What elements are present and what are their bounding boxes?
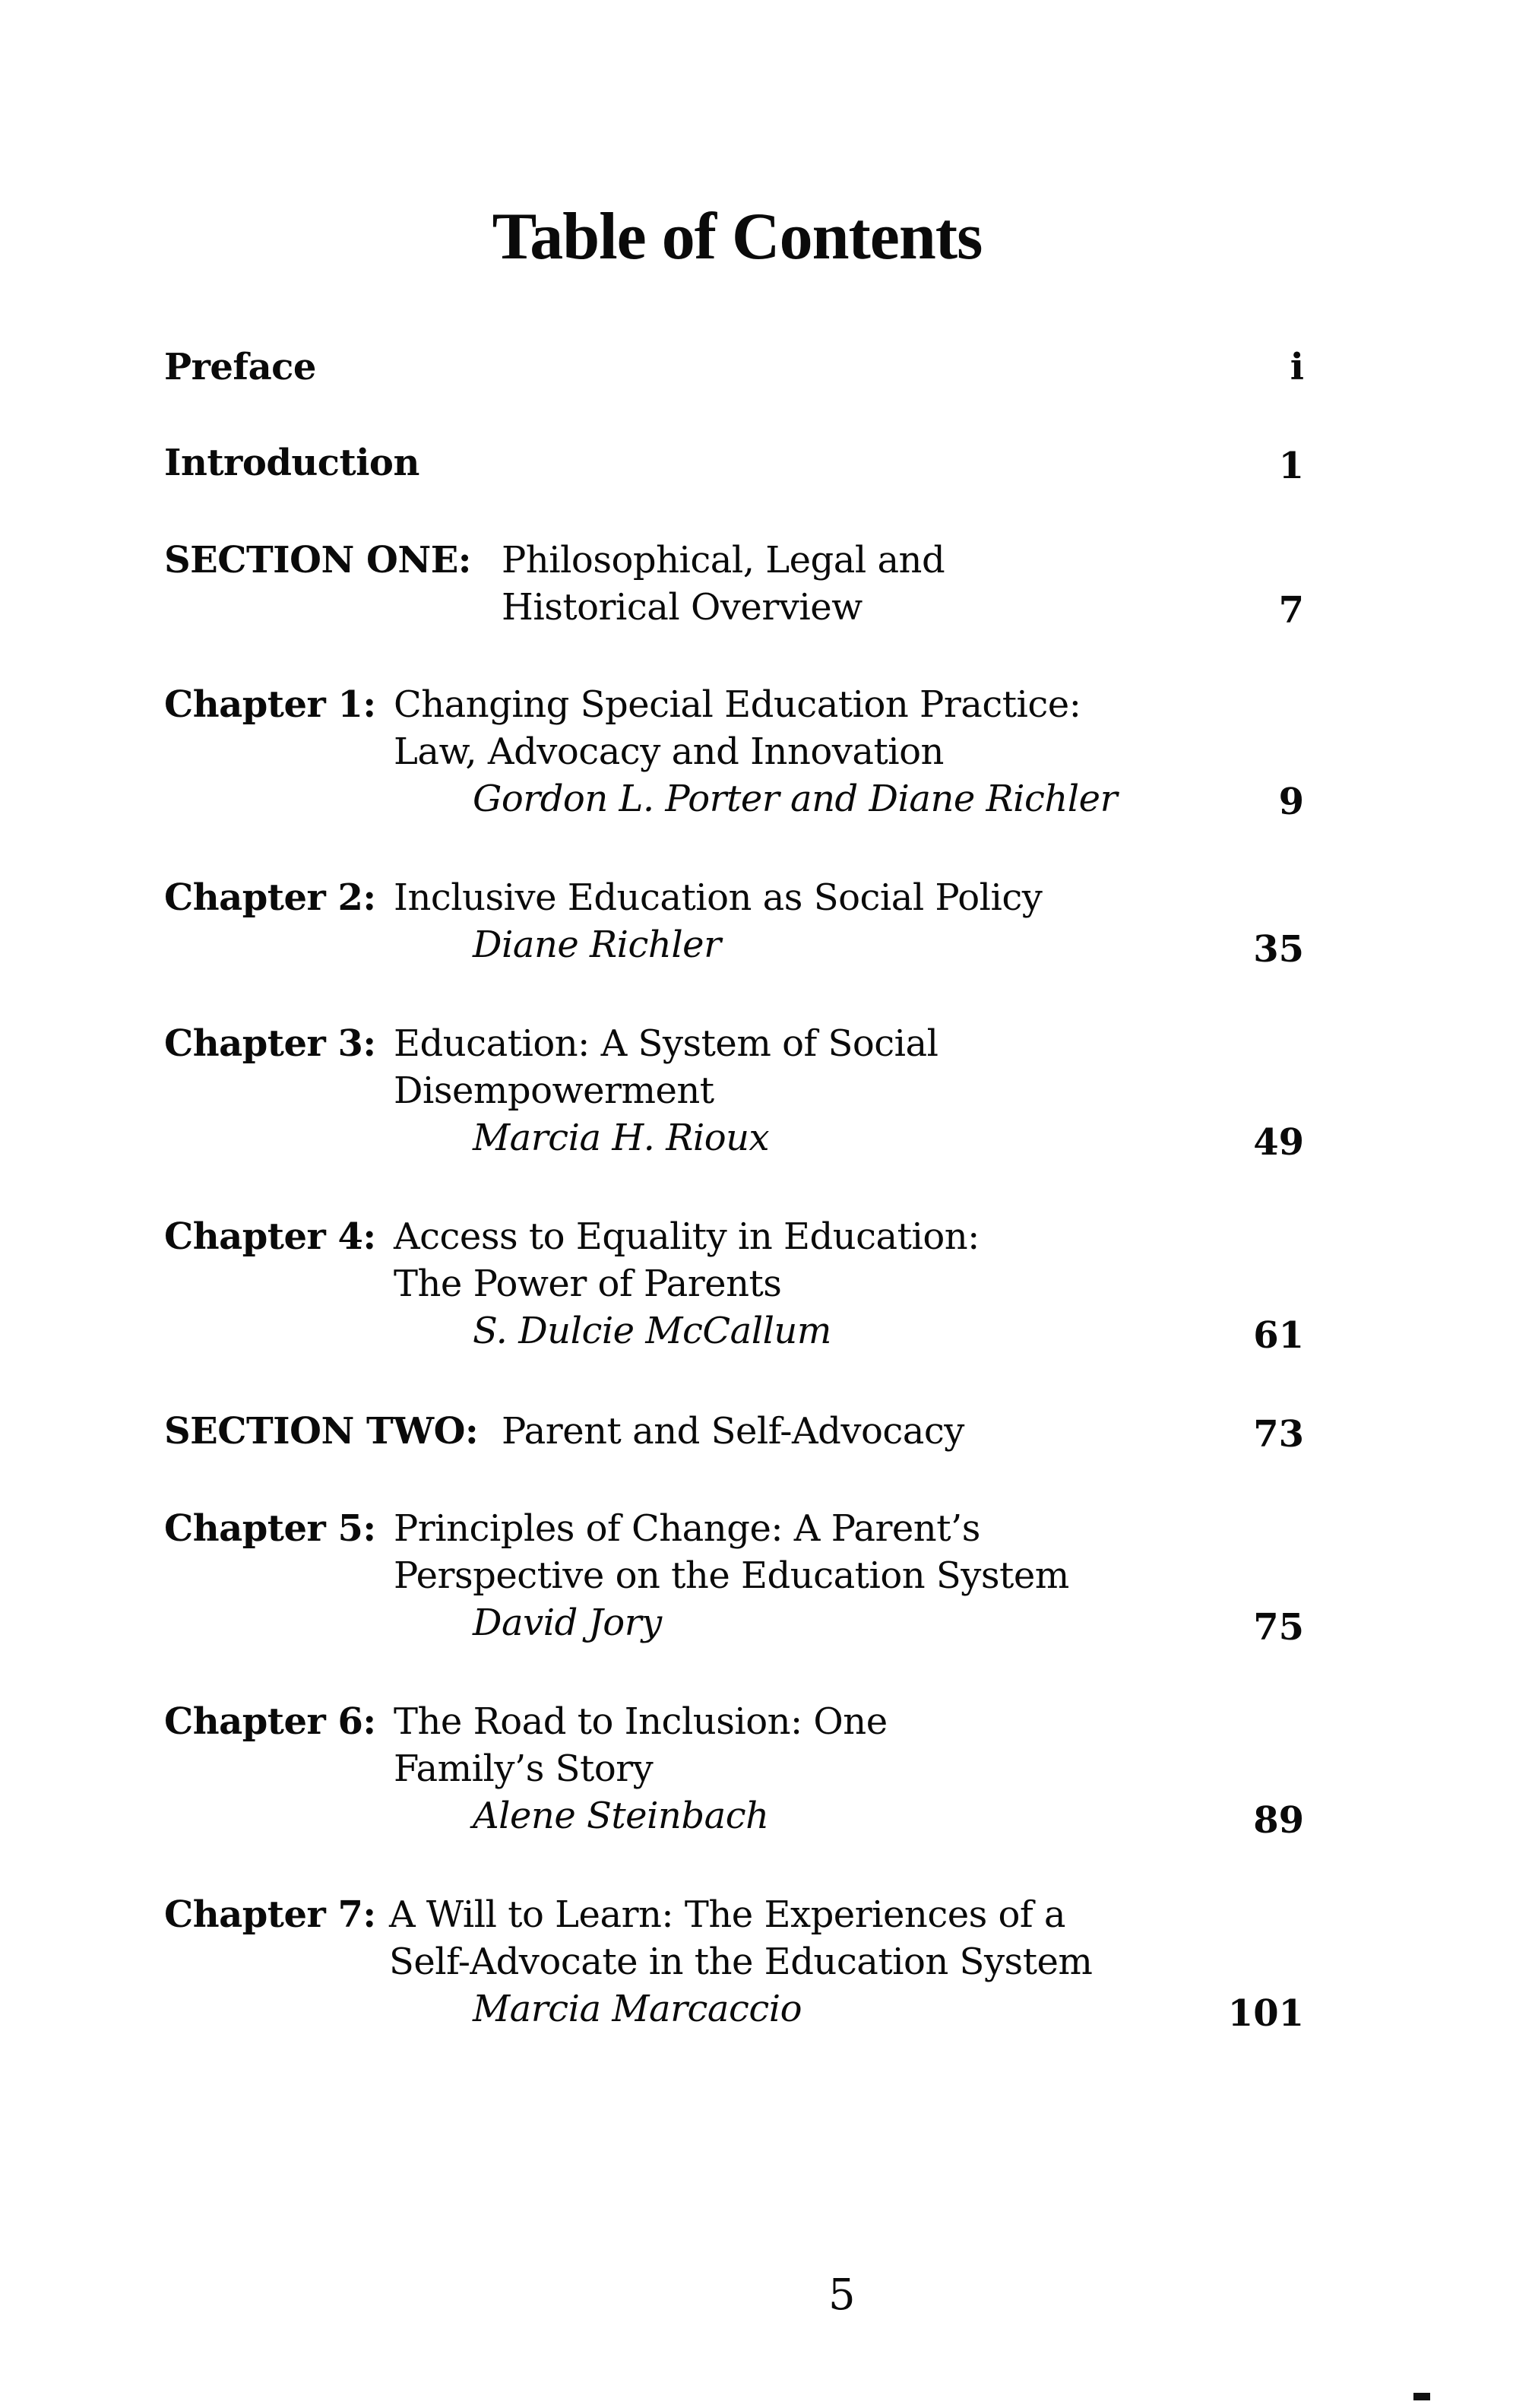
chapter-6-title-line2: Family’s Story — [394, 1747, 654, 1790]
section-one-title-line1: Philosophical, Legal and — [502, 539, 945, 581]
page-number-chapter-7: 101 — [1227, 1992, 1304, 2035]
chapter-6-author: Alene Steinbach — [473, 1795, 769, 1837]
folio-page-number: 5 — [828, 2270, 856, 2320]
page-number-chapter-2: 35 — [1253, 928, 1304, 971]
chapter-5-label: Chapter 5: — [164, 1507, 376, 1550]
chapter-3-label: Chapter 3: — [164, 1022, 376, 1065]
chapter-7-label: Chapter 7: — [164, 1893, 376, 1936]
chapter-1-title-line1: Changing Special Education Practice: — [394, 683, 1081, 726]
chapter-4-title-line1: Access to Equality in Education: — [394, 1215, 980, 1258]
section-one-title-line2: Historical Overview — [502, 586, 863, 629]
chapter-7-title-line2: Self-Advocate in the Education System — [389, 1941, 1093, 1983]
page-number-chapter-3: 49 — [1253, 1121, 1304, 1164]
page-number-chapter-6: 89 — [1253, 1799, 1304, 1842]
toc-entry-introduction: Introduction — [164, 442, 419, 484]
chapter-1-title-line2: Law, Advocacy and Innovation — [394, 730, 944, 773]
chapter-3-title-line2: Disempowerment — [394, 1069, 714, 1112]
scan-artifact-mark — [1413, 2393, 1430, 2400]
page-title: Table of Contents — [492, 200, 983, 274]
toc-entry-preface: Preface — [164, 346, 316, 388]
page-number-chapter-4: 61 — [1253, 1314, 1304, 1357]
page-number-section-one: 7 — [1278, 589, 1304, 632]
section-two-title-line1: Parent and Self-Advocacy — [502, 1410, 964, 1453]
chapter-7-author: Marcia Marcaccio — [473, 1988, 802, 2030]
chapter-2-label: Chapter 2: — [164, 876, 376, 919]
chapter-4-title-line2: The Power of Parents — [394, 1263, 782, 1305]
chapter-2-author: Diane Richler — [473, 924, 721, 966]
chapter-4-author: S. Dulcie McCallum — [473, 1310, 831, 1352]
chapter-5-title-line1: Principles of Change: A Parent’s — [394, 1507, 980, 1550]
chapter-3-title-line1: Education: A System of Social — [394, 1022, 939, 1065]
chapter-7-title-line1: A Will to Learn: The Experiences of a — [389, 1893, 1066, 1936]
page-number-chapter-1: 9 — [1278, 781, 1304, 823]
chapter-4-label: Chapter 4: — [164, 1215, 376, 1258]
chapter-5-title-line2: Perspective on the Education System — [394, 1554, 1069, 1597]
chapter-3-author: Marcia H. Rioux — [473, 1117, 770, 1159]
chapter-5-author: David Jory — [473, 1602, 662, 1644]
section-one-label: SECTION ONE: — [164, 539, 472, 581]
chapter-6-title-line1: The Road to Inclusion: One — [394, 1700, 888, 1743]
page-number-chapter-5: 75 — [1253, 1606, 1304, 1649]
page-number-introduction: 1 — [1278, 445, 1304, 487]
chapter-1-label: Chapter 1: — [164, 683, 376, 726]
chapter-1-author: Gordon L. Porter and Diane Richler — [473, 778, 1118, 820]
page-number-section-two: 73 — [1253, 1413, 1304, 1456]
section-two-label: SECTION TWO: — [164, 1410, 479, 1453]
chapter-2-title-line1: Inclusive Education as Social Policy — [394, 876, 1043, 919]
page-number-preface: i — [1290, 346, 1304, 388]
chapter-6-label: Chapter 6: — [164, 1700, 376, 1743]
